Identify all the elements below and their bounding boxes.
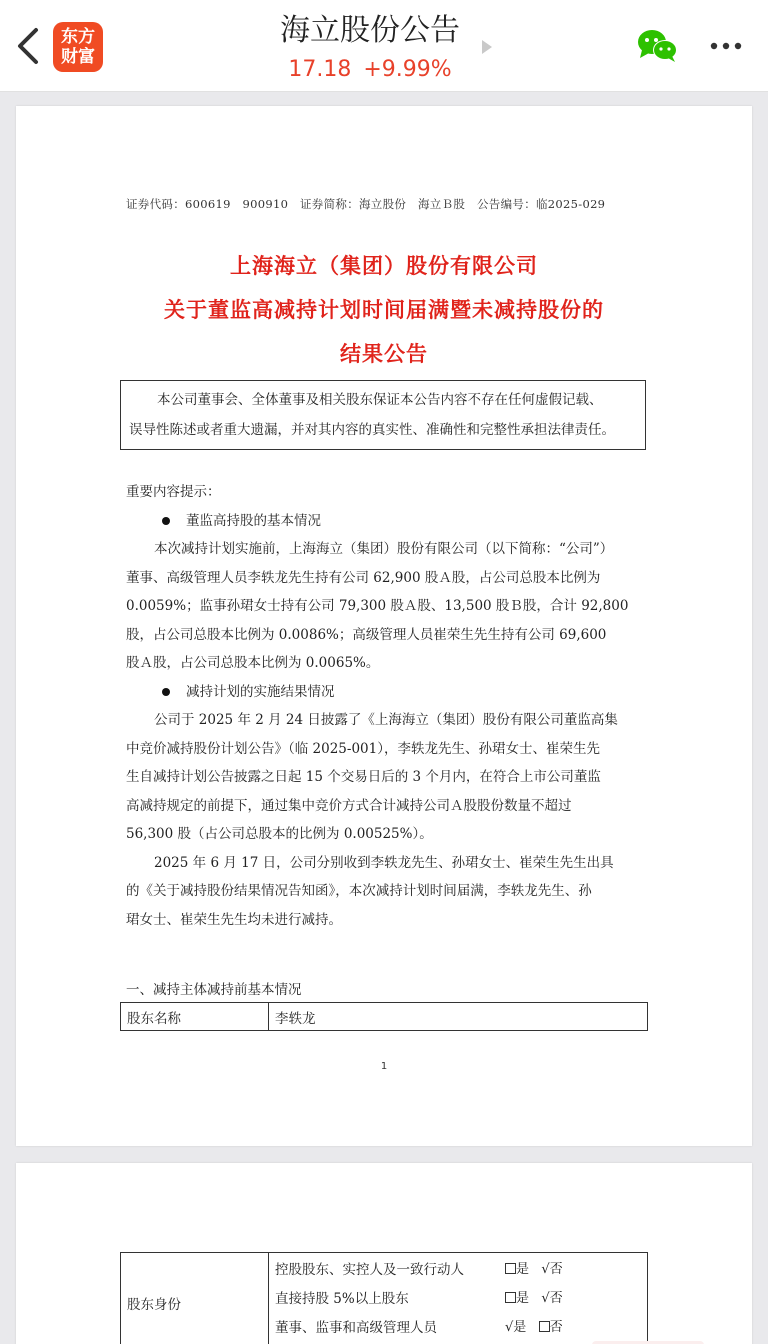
- page-number: 1: [380, 1061, 388, 1072]
- checkbox-empty-icon: [539, 1321, 550, 1332]
- more-icon: [706, 34, 746, 58]
- logo-line1: 东方: [61, 27, 95, 47]
- document-page-2[interactable]: [16, 1163, 752, 1344]
- bullet-dot-icon: [162, 688, 170, 696]
- identity-row-options: [505, 1316, 563, 1335]
- wechat-share-button[interactable]: [636, 28, 680, 64]
- bullet-item: [126, 678, 646, 707]
- page-title: 海立股份公告: [280, 13, 460, 48]
- paragraph-line: 本次减持计划实施前，上海海立（集团）股份有限公司（以下简称：“公司”）: [154, 541, 614, 557]
- caret-right-icon[interactable]: [482, 40, 492, 54]
- identity-row-options: [505, 1258, 563, 1277]
- document-page-1[interactable]: [16, 106, 752, 1146]
- doc-title-line2: 关于董监高减持计划时间届满暨未减持股份的: [164, 297, 604, 322]
- stock-change: +9.99%: [363, 57, 452, 82]
- paragraph-line: 公司于 2025 年 2 月 24 日披露了《上海海立（集团）股份有限公司董监高集: [154, 712, 618, 728]
- identity-row: [269, 1282, 647, 1311]
- option-yes: 是: [516, 1262, 530, 1277]
- identity-label-cell: 股东身份: [121, 1253, 269, 1344]
- key-content: [126, 478, 646, 934]
- option-yes: 是: [513, 1320, 527, 1335]
- chevron-left-icon: [12, 26, 48, 66]
- identity-options: [269, 1253, 647, 1344]
- doc-title-line1: 上海海立（集团）股份有限公司: [230, 253, 538, 278]
- paragraph-line: 股Ａ股，占公司总股本比例为 0.0065%。: [126, 655, 380, 671]
- identity-table: [120, 1252, 648, 1344]
- identity-row: [269, 1311, 647, 1340]
- bullet-dot-icon: [162, 517, 170, 525]
- identity-row: [269, 1253, 647, 1282]
- option-yes: 是: [516, 1291, 530, 1306]
- logo-line2: 财富: [61, 47, 95, 67]
- section-heading: 一、减持主体减持前基本情况: [126, 982, 302, 998]
- checkbox-empty-icon: [505, 1292, 516, 1303]
- checkmark-icon: √: [505, 1320, 514, 1335]
- shareholder-table: [120, 1002, 648, 1031]
- key-heading: 重要内容提示：: [126, 484, 221, 500]
- disclaimer-line1: 本公司董事会、全体董事及相关股东保证本公告内容不存在任何虚假记载、: [157, 392, 603, 408]
- wechat-icon: [636, 28, 680, 64]
- app-logo: [53, 22, 103, 72]
- more-button[interactable]: [706, 34, 746, 58]
- back-button[interactable]: [12, 26, 48, 66]
- bullet-text: 减持计划的实施结果情况: [186, 683, 335, 700]
- paragraph-line: 珺女士、崔荣生先生均未进行减持。: [126, 911, 342, 928]
- checkmark-icon: √: [541, 1262, 550, 1277]
- doc-title-line3: 结果公告: [340, 341, 428, 366]
- paragraph-line: 56,300 股（占公司总股本的比例为 0.00525%）。: [126, 826, 433, 842]
- table-value-cell: 李轶龙: [275, 1011, 316, 1027]
- disclaimer-line2: 误导性陈述或者重大遗漏，并对其内容的真实性、准确性和完整性承担法律责任。: [129, 422, 615, 438]
- bullet-text: 董监高持股的基本情况: [186, 512, 321, 529]
- paragraph-line: 中竞价减持股份计划公告》（临 2025-001），李轶龙先生、孙珺女士、崔荣生先: [126, 740, 600, 757]
- option-no: 否: [549, 1291, 563, 1306]
- identity-row-label: 董事、监事和高级管理人员: [275, 1319, 437, 1336]
- paragraph-line: 高减持规定的前提下，通过集中竞价方式合计减持公司Ａ股股份数量不超过: [126, 797, 572, 814]
- paragraph-line: 董事、高级管理人员李轶龙先生持有公司 62,900 股Ａ股，占公司总股本比例为: [126, 569, 601, 586]
- option-no: 否: [549, 1262, 563, 1277]
- paragraph-line: 生自减持计划公告披露之日起 15 个交易日后的 3 个月内，在符合上市公司董监: [126, 769, 601, 785]
- checkmark-icon: √: [541, 1291, 550, 1306]
- table-label-cell: 股东名称: [121, 1003, 269, 1030]
- bullet-item: [126, 507, 646, 536]
- identity-row-label: 直接持股 5%以上股东: [275, 1290, 409, 1307]
- paragraph-line: 股，占公司总股本比例为 0.0086%；高级管理人员崔荣生先生持有公司 69,600: [126, 626, 607, 643]
- app-header: [0, 0, 768, 92]
- paragraph-line: 0.0059%；监事孙珺女士持有公司 79,300 股Ａ股、13,500 股Ｂ股，合计 92,800: [126, 598, 629, 614]
- paragraph-line: 2025 年 6 月 17 日，公司分别收到李轶龙先生、孙珺女士、崔荣生先生出具: [154, 854, 614, 871]
- option-no: 否: [549, 1320, 563, 1335]
- stock-quote: [250, 56, 490, 84]
- paragraph-line: 的《关于减持股份结果情况告知函》，本次减持计划时间届满，李轶龙先生、孙: [126, 883, 592, 899]
- title-area: [180, 10, 560, 52]
- stock-price: 17.18: [288, 57, 352, 82]
- identity-row-label: 控股股东、实控人及一致行动人: [275, 1261, 464, 1278]
- security-meta: 证券代码：600619 900910 证券简称：海立股份 海立Ｂ股 公告编号：临2025-029: [126, 197, 606, 211]
- disclaimer-box: [120, 380, 646, 450]
- checkbox-empty-icon: [505, 1263, 516, 1274]
- identity-row-options: [505, 1287, 563, 1306]
